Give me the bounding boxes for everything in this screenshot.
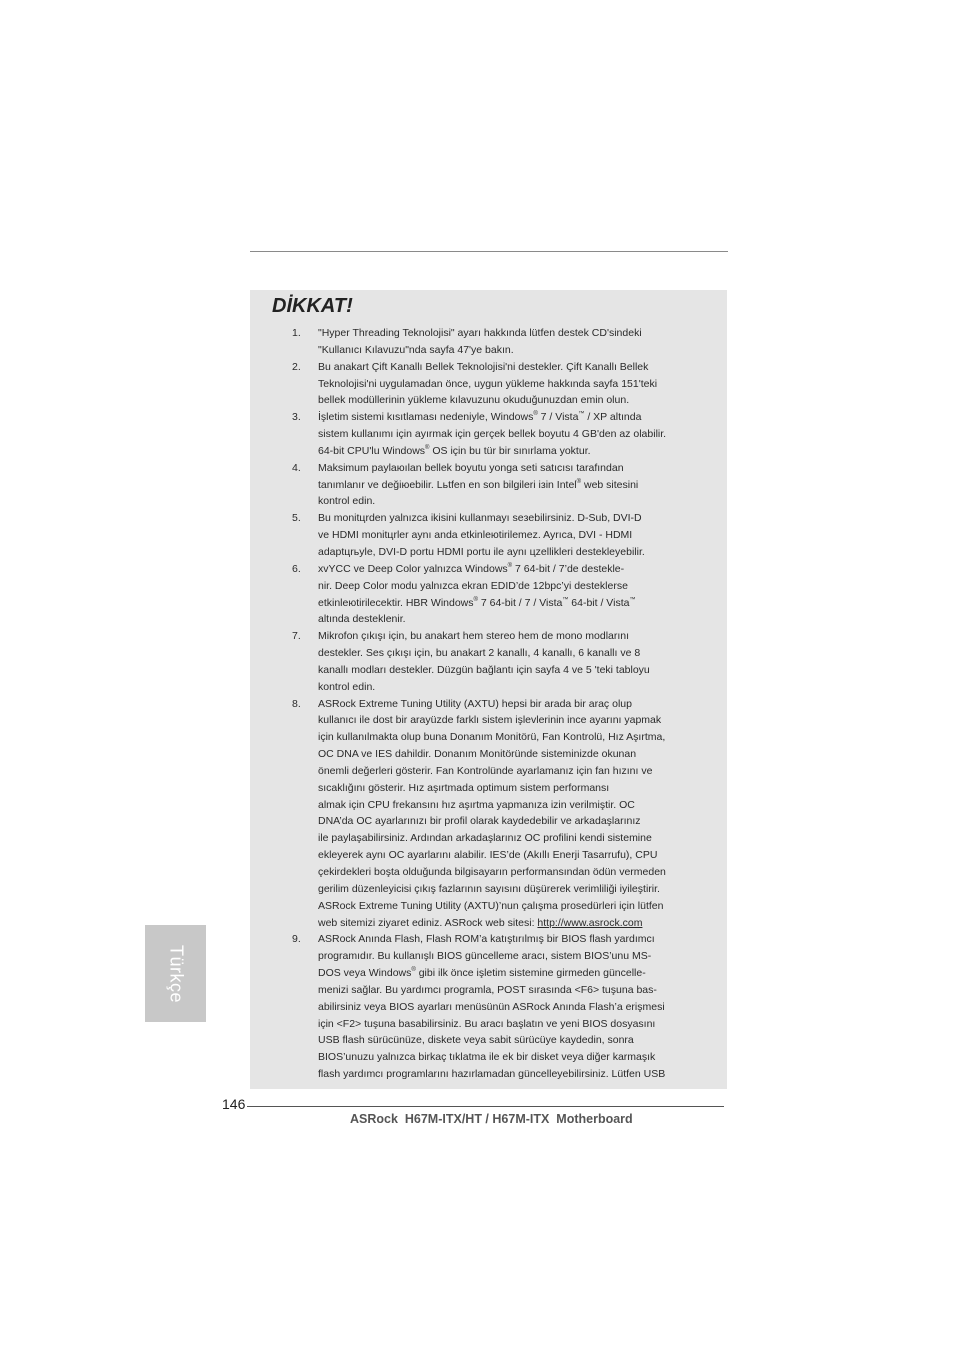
notice-item-number: 8.	[292, 697, 301, 710]
asrock-website-link[interactable]: http://www.asrock.com	[537, 916, 643, 929]
notice-item	[250, 510, 693, 561]
notice-item-line	[318, 915, 693, 932]
notice-item-line: ASRock Extreme Tuning Utility (AXTU)’nun çalışma prosedürleri için lütfen	[318, 899, 664, 912]
notice-item-line: bellek modüllerinin yükleme kılavuzunu okuduğunuzdan emin olun.	[318, 394, 630, 407]
top-divider	[250, 251, 728, 252]
notice-item-line: kontrol edin.	[318, 680, 376, 693]
notice-item-line: ve HDMI monitцrler aynı anda etkinleюtirilemez. Ayrıca, DVI - HDMI	[318, 529, 633, 542]
notice-item-line: İşletim sistemi kısıtlaması nedeniyle, Windows® 7 / Vista™ / XP altında	[318, 411, 642, 424]
notice-item-line: tanımlanır ve değiюebilir. Lьtfen en son bilgileri iзin Intel® web sitesini	[318, 478, 639, 491]
notice-item-line: OC DNA ve IES dahildir. Donanım Monitöründe sisteminizde okunan	[318, 748, 637, 761]
notice-item	[250, 460, 693, 511]
page-number: 146	[222, 1096, 246, 1112]
footer-product-name: ASRock H67M-ITX/HT / H67M-ITX Motherboard	[350, 1112, 633, 1126]
notice-item-line: almak için CPU frekansını hız aşırtma yapmanıza izin verilmiştir. OC	[318, 798, 635, 811]
notice-item-line: BIOS’unuzu yalnızca birkaç tıklatma ile ek bir disket veya diğer karmaşık	[318, 1051, 656, 1064]
notice-item-line: sistem kullanımı için ayırmak için gerçek bellek boyutu 4 GB'den az olabilir.	[318, 428, 667, 441]
notice-item-line: adaptцrьyle, DVI-D portu HDMI portu ile aynı цzellikleri destekleyebilir.	[318, 545, 645, 558]
notice-item-number: 4.	[292, 461, 301, 474]
notice-item-line: destekler. Ses çıkışı için, bu anakart 2 kanallı, 4 kanallı, 6 kanallı ve 8	[318, 647, 641, 660]
notice-item	[250, 409, 693, 460]
notice-item-line: ASRock Anında Flash, Flash ROM’a katıştırılmış bir BIOS flash yardımcı	[318, 933, 655, 946]
notice-item-number: 2.	[292, 360, 301, 373]
language-tab-label: Türkçe	[166, 944, 186, 1003]
notice-item	[250, 931, 693, 1083]
notice-item-line: nir. Deep Color modu yalnızca ekran EDID’de 12bpc’yi desteklerse	[318, 579, 628, 592]
notice-item-line: DNA’da OC ayarlarınızı bir profil olarak kaydedebilir ve arkadaşlarınız	[318, 815, 641, 828]
notice-item-number: 9.	[292, 933, 301, 946]
notice-item-line: "Hyper Threading Teknolojisi" ayarı hakkında lütfen destek CD'sindeki	[318, 327, 642, 339]
notice-item-line: gerilim düzenleyicisi çıkış fazlarının sayısını düşürerek verimliliği iyileştirir.	[318, 882, 660, 895]
notice-item-line: etkinleюtirilecektir. HBR Windows® 7 64-bit / 7 / Vista™ 64-bit / Vista™	[318, 596, 636, 609]
notice-item-number: 6.	[292, 562, 301, 575]
notice-item-line: için <F2> tuşuna basabilirsiniz. Bu aracı başlatın ve yeni BIOS dosyasını	[318, 1017, 656, 1030]
notice-item	[250, 628, 693, 695]
notice-item-line: ASRock Extreme Tuning Utility (AXTU) hepsi bir arada bir araç olup	[318, 697, 632, 710]
notice-item-line: kanallı modları destekler. Düzgün bağlantı için sayfa 4 ve 5 'teki tabloyu	[318, 663, 650, 676]
notice-item-number: 7.	[292, 630, 301, 643]
notice-item-line: kontrol edin.	[318, 495, 376, 508]
notice-item-line: için kullanılmakta olup buna Donanım Monitörü, Fan Kontrolü, Hız Aşırtma,	[318, 731, 666, 744]
notice-item-line: programıdır. Bu kullanışlı BIOS güncelleme aracı, sistem BIOS’unu MS-	[318, 950, 652, 963]
notice-item-line: çekirdekleri boşta olduğunda bilgisayarın performansından ödün vermeden	[318, 866, 666, 878]
notice-item-line: ekleyerek aynı OC ayarlarını alabilir. IES’de (Akıllı Enerji Tasarrufu), CPU	[318, 849, 658, 862]
notice-item-line: Teknolojisi'ni uygulamadan önce, uygun yükleme hakkında sayfa 151'teki	[318, 377, 658, 390]
notice-item-line: ile paylaşabilirsiniz. Ardından arkadaşlarınız OC profilini kendi sistemine	[318, 832, 652, 845]
notice-item-line: altında desteklenir.	[318, 613, 406, 626]
notice-item-line: xvYCC ve Deep Color yalnızca Windows® 7 64-bit / 7’de destekle-	[318, 562, 625, 575]
notice-item-line: menizi sağlar. Bu yardımcı programla, POST sırasında <F6> tuşuna bas-	[318, 983, 657, 996]
notice-item-number: 3.	[292, 411, 301, 424]
notice-item-line: 64-bit CPU'lu Windows® OS için bu tür bir sınırlama yoktur.	[318, 444, 591, 457]
notice-item-line: Maksimum paylaюılan bellek boyutu yonga seti satıcısı tarafından	[318, 461, 624, 474]
notice-item-line: Bu anakart Çift Kanallı Bellek Teknolojisi'ni destekler. Çift Kanallı Bellek	[318, 360, 649, 373]
notice-item-line: kullanıcı ile dost bir arayüzde farklı sistem işlevlerinin ince ayarını yapmak	[318, 714, 662, 727]
notice-item-line: flash yardımcı programlarını hazırlamadan güncelleyebilirsiniz. Lütfen USB	[318, 1068, 666, 1081]
notice-item-line: abilirsiniz veya BIOS ayarları menüsünün ASRock Anında Flash’a erişmesi	[318, 1000, 665, 1013]
language-tab	[145, 925, 206, 1022]
notice-title: DİKKAT!	[272, 295, 353, 317]
notice-item-line: sıcaklığını gösterir. Hız aşırtmada optimum sistem performansı	[318, 781, 610, 794]
footer-divider	[247, 1106, 724, 1107]
notice-item	[250, 696, 693, 932]
notice-item-number: 1.	[292, 327, 301, 339]
notice-item-line: önemli değerleri gösterir. Fan Kontrolünde ayarlamanız için fan hızını ve	[318, 764, 653, 777]
notice-box	[250, 290, 727, 1089]
notice-item-line: USB flash sürücünüze, diskete veya sabit sürücüye kaydedin, sonra	[318, 1034, 634, 1047]
notice-item	[250, 359, 693, 410]
notice-item-number: 5.	[292, 512, 301, 525]
link-prefix: web sitemizi ziyaret ediniz. ASRock web sitesi:	[318, 916, 538, 929]
notice-item	[250, 561, 693, 628]
notice-list	[250, 325, 727, 1083]
notice-item-line: Bu monitцrden yalnızca ikisini kullanmayı seзebilirsiniz. D-Sub, DVI-D	[318, 512, 642, 525]
notice-item-line: "Kullanıcı Kılavuzu"nda sayfa 47'ye bakın.	[318, 343, 514, 356]
notice-item-line: Mikrofon çıkışı için, bu anakart hem stereo hem de mono modlarını	[318, 630, 630, 643]
notice-item-line: DOS veya Windows® gibi ilk önce işletim sistemine girmeden güncelle-	[318, 967, 646, 980]
notice-item	[250, 325, 693, 359]
